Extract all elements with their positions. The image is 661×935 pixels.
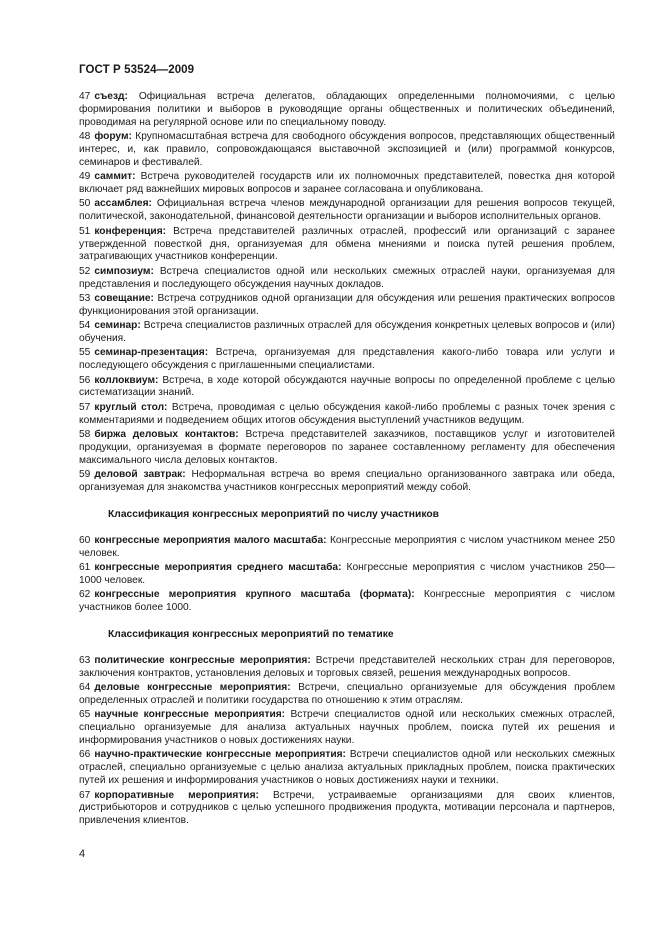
term-number: 65 — [79, 709, 91, 721]
term-entry — [79, 347, 615, 373]
term-definition: Конгрессные мероприятия с числом участников более 1000. — [79, 589, 615, 614]
term-name: ассамблея: — [94, 198, 152, 210]
term-definition: Встреча, проводимая с целью обсуждения какой-либо проблемы с разных точек зрения с комментариями и подведением общих итогов обсуждения выступлений участников ведущим. — [79, 401, 615, 426]
term-name: конгрессные мероприятия среднего масштаба: — [94, 561, 342, 573]
terms-list-by-topic — [79, 655, 615, 828]
term-entry — [79, 682, 615, 708]
term-number: 55 — [79, 347, 91, 359]
term-name: корпоративные мероприятия: — [94, 789, 259, 801]
terms-list-general — [79, 91, 615, 495]
term-definition: Конгрессные мероприятия с числом участником менее 250 человек. — [79, 534, 615, 559]
term-entry — [79, 429, 615, 468]
term-name: биржа деловых контактов: — [94, 428, 239, 440]
term-name: научные конгрессные мероприятия: — [94, 709, 286, 721]
term-entry — [79, 171, 615, 197]
term-entry — [79, 709, 615, 748]
term-entry — [79, 469, 615, 495]
term-number: 56 — [79, 374, 91, 386]
term-definition: Встреча сотрудников одной организации для обсуждения или решения практических вопросов функционирования этой организации. — [79, 292, 615, 317]
term-definition: Официальная встреча членов международной организации для решения вопросов текущей, политической, законодательной, финансовой деятельности организации и выборов исполнительных органов. — [79, 198, 615, 223]
term-number: 61 — [79, 561, 91, 573]
term-entry — [79, 266, 615, 292]
term-number: 62 — [79, 589, 91, 601]
term-name: форум: — [94, 131, 132, 143]
term-entry — [79, 375, 615, 401]
term-definition: Встреча, в ходе которой обсуждаются научные вопросы по определенной проблеме с целью систематизации знаний. — [79, 374, 615, 399]
term-number: 59 — [79, 469, 91, 481]
term-entry — [79, 320, 615, 346]
term-entry — [79, 535, 615, 561]
term-definition: Встреча представителей различных отраслей, профессий или организаций с заранее утвержденной повесткой дня, организуемая для обмена мнениями и поиска путей решения проблем, затрагивающих участников конференции. — [79, 225, 615, 263]
term-number: 67 — [79, 789, 91, 801]
term-name: коллоквиум: — [94, 374, 159, 386]
term-name: семинар-презентация: — [94, 347, 209, 359]
term-number: 52 — [79, 265, 91, 277]
term-definition: Встреча специалистов различных отраслей для обсуждения конкретных целевых вопросов и (или) обучения. — [79, 320, 615, 345]
term-number: 48 — [79, 131, 91, 143]
term-definition: Встречи, устраиваемые организациями для своих клиентов, дистрибьюторов и сотрудников с целью успешного продвижения продукта, мотивации персонала и партнеров, привлечения клиентов. — [79, 789, 615, 827]
term-name: саммит: — [94, 171, 136, 183]
terms-list-by-participants — [79, 535, 615, 615]
term-entry — [79, 749, 615, 788]
term-entry — [79, 402, 615, 428]
term-definition: Неформальная встреча во время специально организованного завтрака или обеда, организуемая для знакомства участников конгрессных мероприятий между собой. — [79, 469, 615, 493]
term-entry — [79, 226, 615, 265]
standard-code-header: ГОСТ Р 53524—2009 — [79, 64, 195, 76]
term-number: 51 — [79, 225, 91, 237]
term-number: 50 — [79, 198, 91, 210]
term-entry — [79, 198, 615, 224]
term-name: конгрессные мероприятия малого масштаба: — [94, 534, 327, 546]
term-definition: Встреча, организуемая для представления какого-либо товара или услуги и последующего обсуждения с приглашенными специалистами. — [79, 347, 615, 372]
term-name: конгрессные мероприятия крупного масштаба (формата): — [94, 589, 415, 601]
term-number: 49 — [79, 171, 91, 183]
term-number: 66 — [79, 749, 91, 761]
term-definition: Крупномасштабная встреча для свободного обсуждения вопросов, представляющих общественный интерес, и, как правило, сопровождающаяся выставочной экспозицией и (или) программой конкурсов, семинаров и фестивалей. — [79, 131, 615, 168]
term-number: 53 — [79, 292, 91, 304]
term-name: научно-практические конгрессные мероприятия: — [94, 749, 346, 761]
term-definition: Официальная встреча делегатов, обладающих определенными полномочиями, с целью формирования политики и выборов в руководящие органы общественных и политических объединений, проводимая на регулярной основе или по специальному поводу. — [79, 91, 615, 128]
term-definition: Встречи, специально организуемые для обсуждения проблем определенных отраслей и политики государства по отношению к этим отраслям. — [79, 682, 615, 707]
term-name: конференция: — [94, 225, 167, 237]
term-entry — [79, 562, 615, 588]
term-number: 57 — [79, 401, 91, 413]
term-name: деловой завтрак: — [94, 469, 186, 481]
term-name: деловые конгрессные мероприятия: — [94, 682, 291, 694]
term-entry — [79, 293, 615, 319]
term-name: съезд: — [94, 91, 128, 102]
term-definition: Встречи специалистов одной или нескольких смежных отраслей, специально организуемые с целью анализа актуальных прикладных проблем, поиска практических путей их решения и информирования участников о новых достижениях науки и техники. — [79, 749, 615, 787]
section-heading-participants: Классификация конгрессных мероприятий по числу участников — [108, 508, 439, 520]
section-heading-topics: Классификация конгрессных мероприятий по тематике — [108, 629, 394, 640]
term-entry — [79, 790, 615, 829]
term-entry — [79, 589, 615, 615]
term-number: 63 — [79, 654, 91, 666]
term-number: 64 — [79, 682, 91, 694]
term-number: 54 — [79, 320, 91, 332]
term-number: 60 — [79, 534, 91, 546]
page-number: 4 — [79, 848, 86, 860]
term-number: 58 — [79, 428, 91, 440]
document-body — [79, 91, 615, 830]
term-entry — [79, 131, 615, 170]
term-name: симпозиум: — [94, 265, 154, 277]
term-definition: Встречи представителей нескольких стран для переговоров, заключения контрактов, установления деловых и торговых связей, решения международных вопросов. — [79, 654, 615, 679]
term-name: круглый стол: — [94, 401, 168, 413]
term-definition: Конгрессные мероприятия с числом участников 250—1000 человек. — [79, 561, 615, 586]
term-name: совещание: — [94, 292, 154, 304]
term-definition: Встреча руководителей государств или их полномочных представителей, повестка дня которой включает ряд важнейших мировых вопросов и заранее согласована и опубликована. — [79, 171, 615, 196]
term-number: 47 — [79, 91, 91, 102]
term-name: семинар: — [94, 320, 141, 332]
term-entry — [79, 91, 615, 130]
term-name: политические конгрессные мероприятия: — [94, 654, 311, 666]
term-definition: Встречи специалистов одной или нескольких смежных отраслей, специально организуемые для анализа актуальных научных проблем, поиска путей их решения и информирования участников о новых достижениях науки. — [79, 709, 615, 747]
term-entry — [79, 655, 615, 681]
term-definition: Встреча специалистов одной или нескольких смежных отраслей науки, организуемая для представления и последующего обсуждения научных докладов. — [79, 265, 615, 290]
term-definition: Встреча представителей заказчиков, поставщиков услуг и изготовителей продукции, организуемая в формате переговоров по заранее составленному регламенту для обеспечения максимального числа деловых контактов. — [79, 428, 615, 466]
